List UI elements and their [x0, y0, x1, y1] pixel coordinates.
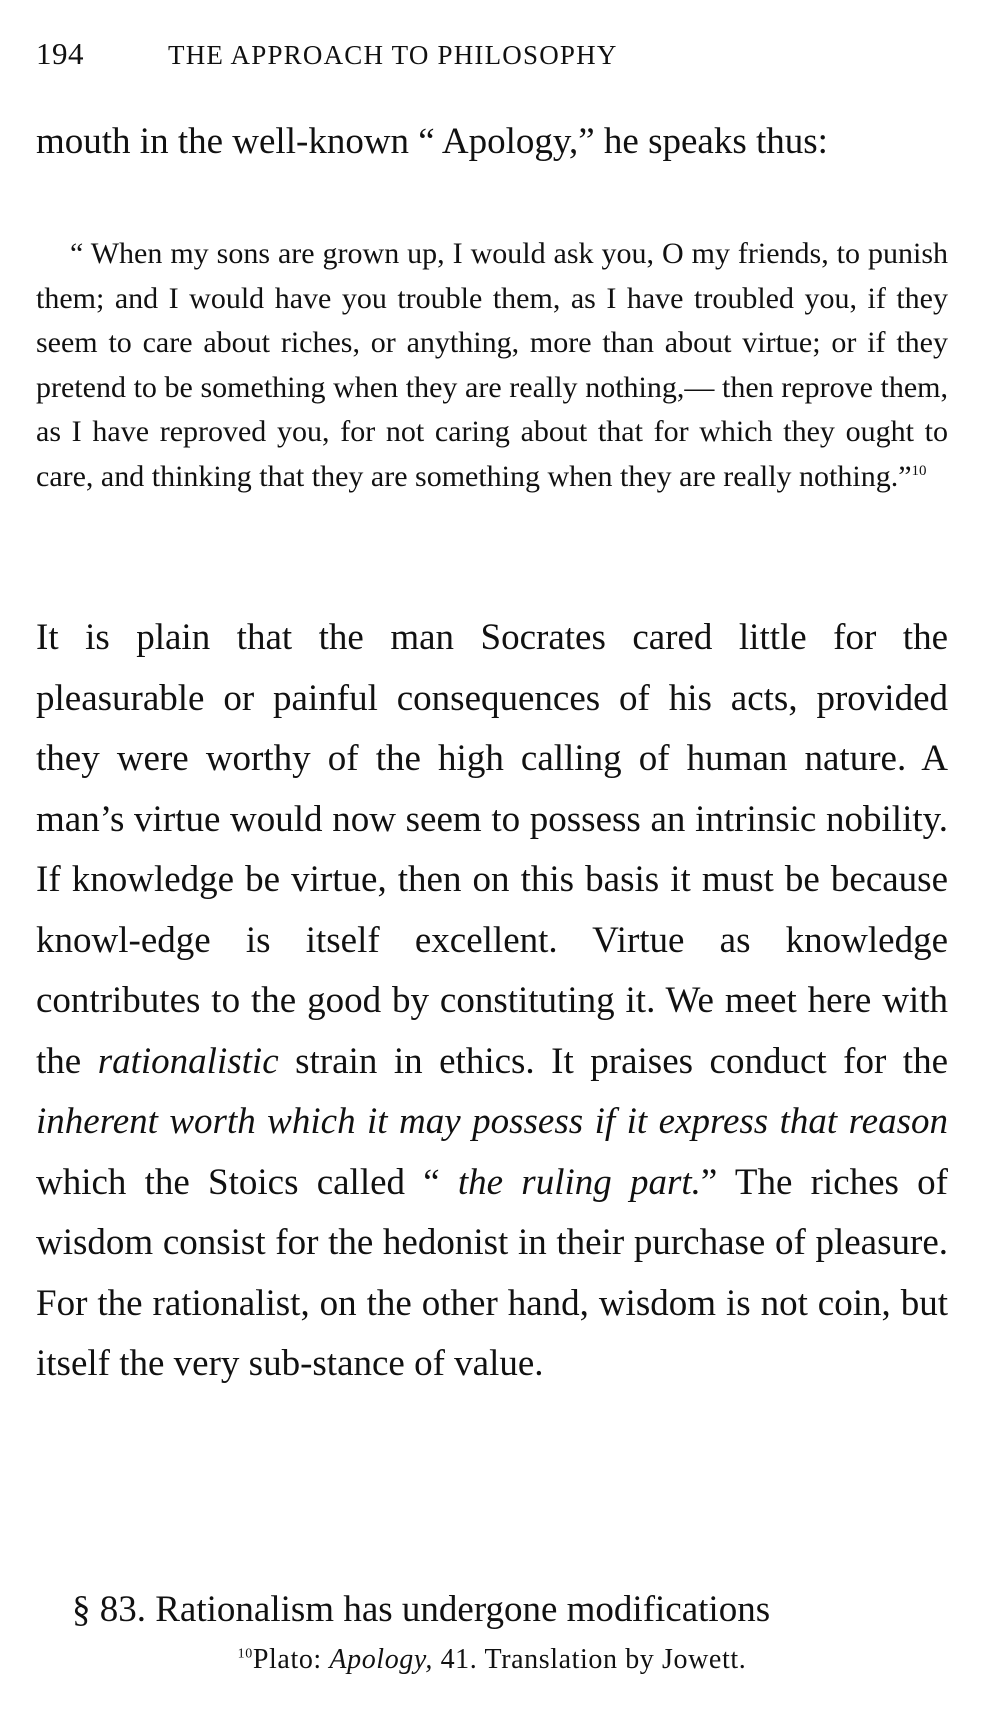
footnote-text: 41. Translation by Jowett.	[432, 1644, 747, 1675]
footnote-text: Plato:	[252, 1644, 330, 1675]
footnote-ref: 10	[911, 462, 927, 479]
paragraph-rationalism	[36, 608, 948, 1395]
italic-quote: the ruling part.	[457, 1161, 701, 1203]
running-head: THE APPROACH TO PHILOSOPHY	[168, 40, 618, 70]
quote-text: “ When my sons are grown up, I would ask you, O my friends, to punish them; and I would have you trouble them, as I have troubled you, if they seem to care about riches, or anything, more than about virtue; or if they pretend to be something when they are really nothing,— then reprove them, as I have reproved you, for not caring about that for which they ought to care, and thinking that they are something when they are really nothing.”	[36, 237, 948, 493]
paragraph-text: strain in ethics. It praises conduct for the	[278, 1040, 949, 1082]
page-number: 194	[36, 36, 84, 71]
paragraph-text: ” The riches of wisdom consist for the hedonist in their purchase of pleasure. For the rationalist, on the other hand, wisdom is not coin, but itself the very sub-stance of value.	[36, 1161, 948, 1384]
page-header	[36, 36, 936, 76]
italic-phrase: inherent worth which it may possess if it express that reason	[36, 1101, 948, 1142]
italic-term: rationalistic	[97, 1040, 279, 1082]
section-83-opening: § 83. Rationalism has undergone modifications	[72, 1589, 771, 1630]
footnote-italic: Apology,	[329, 1644, 433, 1675]
footnote-number: 10	[237, 1646, 253, 1662]
paragraph-text: It is plain that the man Socrates cared little for the pleasurable or painful consequences of his acts, provided they were worthy of the high calling of human nature. A man’s virtue would now seem to possess an intrinsic nobility. If knowledge be virtue, then on this basis it must be because knowl-edge is itself excellent. Virtue as knowledge contributes to the good by constituting it. We meet here with the	[36, 617, 948, 1082]
paragraph-text: which the Stoics called “	[36, 1161, 458, 1203]
block-quote	[36, 232, 948, 499]
paragraph-intro: mouth in the well-known “ Apology,” he speaks thus:	[36, 121, 828, 162]
footnote	[36, 1644, 948, 1676]
